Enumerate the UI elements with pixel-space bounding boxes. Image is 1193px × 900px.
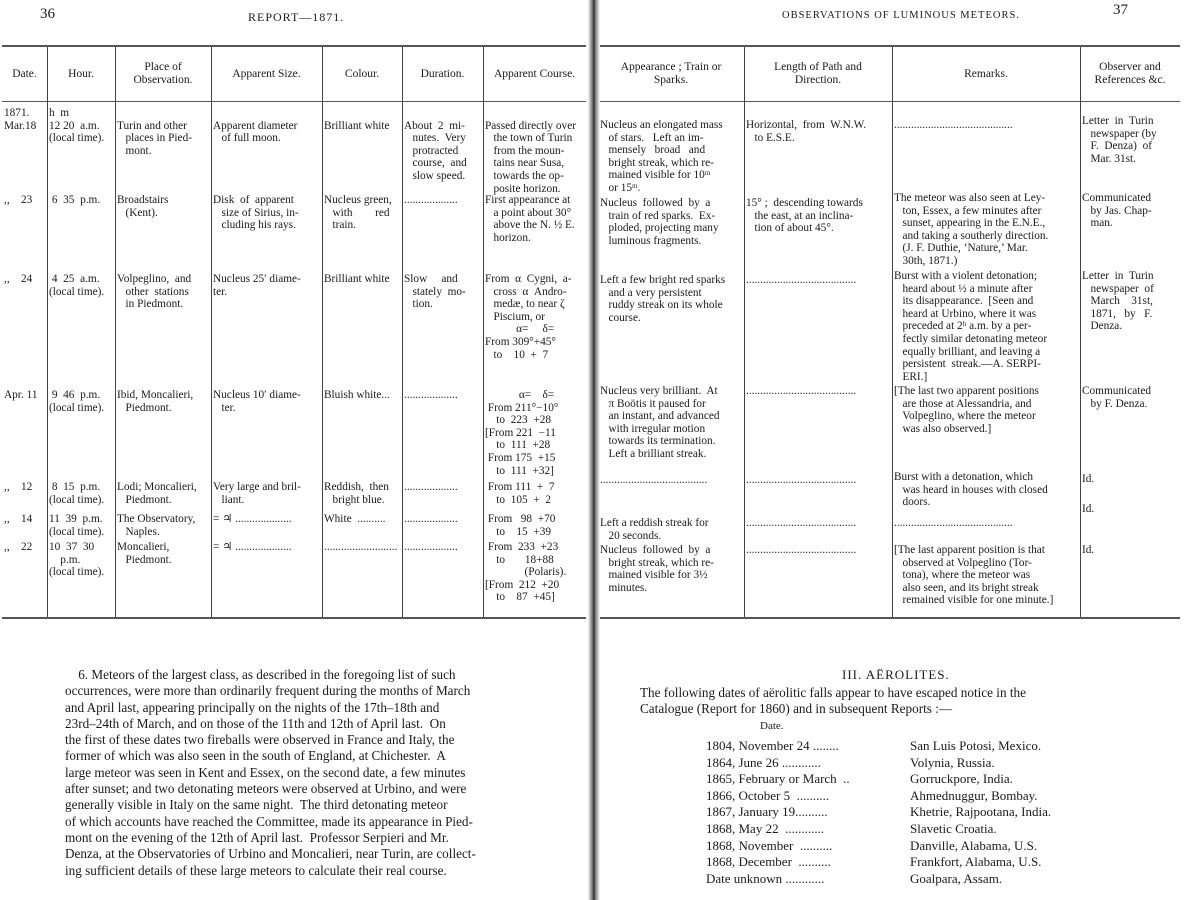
- table-cell-appearance: Nucleus followed by a train of red sparks. Ex- ploded, projecting many luminous fragments.: [600, 197, 719, 247]
- table-cell-remarks: The meteor was also seen at Ley- ton, Essex, a few minutes after sunset, appearing in the E.N.E., and taking a southerly direction. (J. F. Duthie, ‘Nature,’ Mar. 30th, 1871.): [894, 192, 1049, 267]
- table-cell-duration: ...................: [404, 541, 458, 553]
- table-cell-size: Nucleus 10′ diame- ter.: [213, 389, 301, 414]
- table-cell-hour: 6 35 p.m.: [49, 194, 101, 206]
- column-header-hour: Hour.: [68, 67, 94, 80]
- table-cell-size: = ♃ ....................: [213, 513, 292, 525]
- column-header-colour: Colour.: [344, 67, 380, 80]
- column-header-date: Date.: [12, 67, 37, 80]
- aerolite-date: 1868, November ..........: [706, 837, 833, 853]
- table-cell-course: From α Cygni, a- cross α Andro- medæ, to near ζ Piscium, or α= δ= From 309°+45° to 10 + 7: [485, 273, 572, 361]
- table-cell-duration: ...................: [404, 194, 458, 206]
- table-cell-colour: ..........................: [324, 541, 398, 553]
- table-cell-hour: 9 46 p.m. (local time).: [49, 389, 105, 414]
- table-cell-observer: Letter in Turin newspaper of March 31st, 1871, by F. Denza.: [1082, 270, 1154, 333]
- table-cell-appearance: Left a reddish streak for 20 seconds.: [600, 517, 709, 542]
- paragraph-6: 6. Meteors of the largest class, as described in the foregoing list of such occurrences, were more than ordinarily frequent during the months of March and April last, appearing principally on the nights of the 17th–18th and 23rd–24th of March, and on those of the 11th and 12th of April last. On the first of these dates two fireballs were observed in France and Italy, the former of which was also seen in the south of England, at Chichester. A large meteor was seen in Kent and Essex, on the second date, a few minutes after sunset; and two detonating meteors were observed at Urbino, and were generally visible in Italy on the same night. The third detonating meteor of which accounts have reached the Committee, made its appearance in Pied- mont on the evening of the 12th of April last. Professor Serpieri and Mr. Denza, at the Observatories of Urbino and Moncalieri, near Turin, are collect- ing sufficient details of these large meteors to calculate their real course.: [65, 667, 476, 878]
- table-cell-place: Moncalieri, Piedmont.: [117, 541, 172, 566]
- table-cell-course: α= δ= From 211°−10° to 223 +28 [From 221 −11 to 111 +28 From 175 +15 to 111 +32]: [485, 389, 559, 477]
- table-cell-course: First appearance at a point about 30° above the N. ½ E. horizon.: [485, 194, 575, 244]
- table-cell-place: Turin and other places in Pied- mont.: [117, 119, 192, 157]
- table-cell-appearance: Nucleus an elongated mass of stars. Left an im- mensely broad and bright streak, which re- mained visible for 10ᵐ or 15ᵐ.: [600, 119, 723, 194]
- table-cell-remarks: Burst with a detonation, which was heard in houses with closed doors.: [894, 471, 1048, 509]
- column-divider: [47, 47, 48, 617]
- table-cell-observer: Id.: [1082, 503, 1095, 515]
- table-cell-duration: ...................: [404, 389, 458, 401]
- meteor-table-left: [2, 45, 586, 619]
- table-cell-appearance: Nucleus very brilliant. At π Boötis it paused for an instant, and advanced with irregular motion towards its termination. Left a brilliant streak.: [600, 385, 720, 460]
- table-cell-length: .......................................: [746, 274, 857, 286]
- table-cell-appearance: Left a few bright red sparks and a very persistent ruddy streak on its whole course.: [600, 274, 726, 324]
- table-cell-size: Apparent diameter of full moon.: [213, 119, 298, 145]
- column-divider: [322, 47, 323, 617]
- table-cell-observer: Id.: [1082, 473, 1095, 485]
- aerolite-date: 1866, October 5 ..........: [706, 787, 830, 803]
- table-cell-duration: About 2 mi- nutes. Very protracted course, and slow speed.: [404, 119, 467, 182]
- aerolite-place: Slavetic Croatia.: [910, 821, 997, 836]
- table-cell-duration: ...................: [404, 481, 458, 493]
- aerolite-place: Frankfort, Alabama, U.S.: [910, 854, 1042, 870]
- column-header-appearance: Appearance ; Train or Sparks.: [620, 61, 722, 86]
- table-cell-length: 15° ; descending towards the east, at an inclina- tion of about 45°.: [746, 197, 863, 235]
- column-header-observer: Observer and References &c.: [1094, 61, 1166, 86]
- table-cell-length: .......................................: [746, 385, 857, 397]
- table-cell-date: ,, 22: [4, 541, 33, 553]
- table-cell-length: .......................................: [746, 474, 857, 486]
- book-gutter: [588, 0, 600, 900]
- column-divider: [1080, 47, 1081, 617]
- table-cell-remarks: Burst with a violent detonation; heard about ½ a minute after its disappearance. [Seen and heard at Urbino, where it was preceded at 2ʰ a.m. by a per- fectly similar detonating meteor equally brilliant, and leaving a persistent streak.—A. SERPI- ERI.]: [894, 270, 1048, 383]
- table-cell-place: Ibid, Moncalieri, Piedmont.: [117, 389, 194, 414]
- table-cell-course: From 111 + 7 to 105 + 2: [487, 481, 555, 506]
- column-divider: [211, 47, 212, 617]
- table-cell-length: .......................................: [746, 517, 857, 529]
- table-cell-date: 1871. Mar.18: [4, 107, 37, 132]
- header-rule: [598, 101, 1180, 102]
- table-cell-duration: ...................: [404, 513, 458, 525]
- table-cell-duration: Slow and stately mo- tion.: [404, 273, 466, 311]
- table-cell-place: Volpeglino, and other stations in Piedmont.: [117, 273, 192, 311]
- aerolite-place: Danville, Alabama, U.S.: [910, 837, 1038, 853]
- table-cell-date: ,, 14: [4, 513, 33, 525]
- table-cell-appearance: Nucleus followed by a bright streak, which re- mained visible for 3½ minutes.: [600, 544, 714, 594]
- table-cell-place: Lodi; Moncalieri, Piedmont.: [117, 481, 197, 506]
- table-cell-course: From 233 +23 to 18+88 (Polaris). [From 212 +20 to 87 +45]: [485, 541, 567, 604]
- table-cell-remarks: ..........................................: [894, 517, 1013, 529]
- table-cell-size: = ♃ ....................: [213, 541, 292, 553]
- table-cell-appearance: ......................................: [600, 474, 708, 486]
- table-cell-colour: Bluish white...: [324, 389, 390, 401]
- table-cell-colour: Reddish, then bright blue.: [324, 481, 389, 506]
- table-cell-hour: 11 39 p.m. (local time).: [49, 513, 105, 538]
- table-cell-colour: Nucleus green, with red train.: [324, 194, 392, 232]
- aerolite-place: Gorruckpore, India.: [910, 771, 1013, 787]
- table-cell-colour: Brilliant white: [324, 273, 390, 285]
- column-divider: [744, 47, 745, 617]
- table-cell-length: .......................................: [746, 544, 857, 556]
- aerolite-place: Khetrie, Rajpootana, India.: [910, 804, 1052, 820]
- table-cell-length: Horizontal, from W.N.W. to E.S.E.: [746, 119, 867, 144]
- table-cell-place: The Observatory, Naples.: [117, 513, 196, 538]
- table-cell-remarks: [The last two apparent positions are those at Alessandria, and Volpeglino, where the meteor was also observed.]: [894, 385, 1039, 435]
- column-header-place: Place of Observation.: [133, 61, 193, 86]
- table-cell-hour: 8 15 p.m. (local time).: [49, 481, 105, 506]
- column-header-remarks: Remarks.: [964, 67, 1008, 80]
- aerolite-date: 1868, December ..........: [706, 854, 831, 870]
- header-rule: [2, 101, 586, 102]
- table-cell-date: Apr. 11: [4, 389, 38, 401]
- column-divider: [892, 47, 893, 617]
- table-cell-observer: Letter in Turin newspaper (by F. Denza) of Mar. 31st.: [1082, 115, 1157, 165]
- table-cell-remarks: [The last apparent position is that observed at Volpeglino (Tor- tona), where the meteor was also seen, and its bright streak remained visible for one minute.]: [894, 544, 1054, 607]
- meteor-table-right: [598, 45, 1180, 619]
- column-divider: [483, 47, 484, 617]
- table-cell-date: ,, 12: [4, 481, 33, 493]
- aerolite-place: San Luis Potosi, Mexico.: [910, 738, 1042, 753]
- aerolites-intro: The following dates of aërolitic falls appear to have escaped notice in the Catalogue (Report for 1860) and in subsequent Reports :—: [640, 685, 1026, 717]
- aerolite-place: Volynia, Russia.: [910, 754, 995, 770]
- column-divider: [402, 47, 403, 617]
- table-cell-date: ,, 23: [4, 194, 33, 206]
- aerolite-place: Goalpara, Assam.: [910, 870, 1003, 886]
- table-cell-colour: White ..........: [324, 513, 386, 525]
- column-header-length: Length of Path and Direction.: [774, 61, 862, 86]
- aerolite-date: 1804, November 24 ........: [706, 738, 839, 753]
- aerolites-date-header: Date.: [760, 720, 784, 732]
- table-cell-size: Disk of apparent size of Sirius, in- cluding his rays.: [213, 194, 299, 232]
- table-cell-hour: 10 37 30 p.m. (local time).: [49, 541, 105, 579]
- aerolite-date: 1864, June 26 ............: [706, 754, 821, 770]
- running-head-left: REPORT—1871.: [248, 10, 345, 24]
- running-head-right: OBSERVATIONS OF LUMINOUS METEORS.: [782, 10, 1020, 21]
- aerolites-title: III. AËROLITES.: [842, 667, 950, 682]
- table-cell-hour: h m 12 20 a.m. (local time).: [49, 107, 105, 145]
- table-cell-colour: Brilliant white: [324, 119, 390, 132]
- table-cell-place: Broadstairs (Kent).: [117, 194, 169, 219]
- aerolite-date: Date unknown ............: [706, 870, 825, 886]
- page-number-right: 37: [1113, 2, 1128, 18]
- aerolite-date: 1867, January 19..........: [706, 804, 828, 820]
- aerolite-place: Ahmednuggur, Bombay.: [910, 787, 1038, 803]
- table-cell-observer: Communicated by Jas. Chap- man.: [1082, 192, 1152, 230]
- table-cell-date: ,, 24: [4, 273, 33, 285]
- table-cell-size: Very large and bril- liant.: [213, 481, 301, 506]
- column-header-duration: Duration.: [420, 67, 465, 80]
- table-cell-remarks: ..........................................: [894, 119, 1013, 131]
- table-cell-observer: Id.: [1082, 544, 1095, 556]
- aerolite-date: 1865, February or March ..: [706, 771, 850, 787]
- column-header-course: Apparent Course.: [493, 67, 576, 80]
- table-cell-size: Nucleus 25′ diame- ter.: [213, 273, 301, 298]
- table-cell-hour: 4 25 a.m. (local time).: [49, 273, 105, 298]
- column-divider: [115, 47, 116, 617]
- table-cell-course: Passed directly over the town of Turin from the moun- tains near Susa, towards the op- posite horizon.: [485, 119, 576, 195]
- page-number-left: 36: [40, 6, 55, 22]
- table-cell-course: From 98 +70 to 15 +39: [487, 513, 556, 538]
- table-cell-observer: Communicated by F. Denza.: [1082, 385, 1152, 410]
- aerolite-date: 1868, May 22 ............: [706, 821, 825, 836]
- column-header-size: Apparent Size.: [232, 67, 301, 80]
